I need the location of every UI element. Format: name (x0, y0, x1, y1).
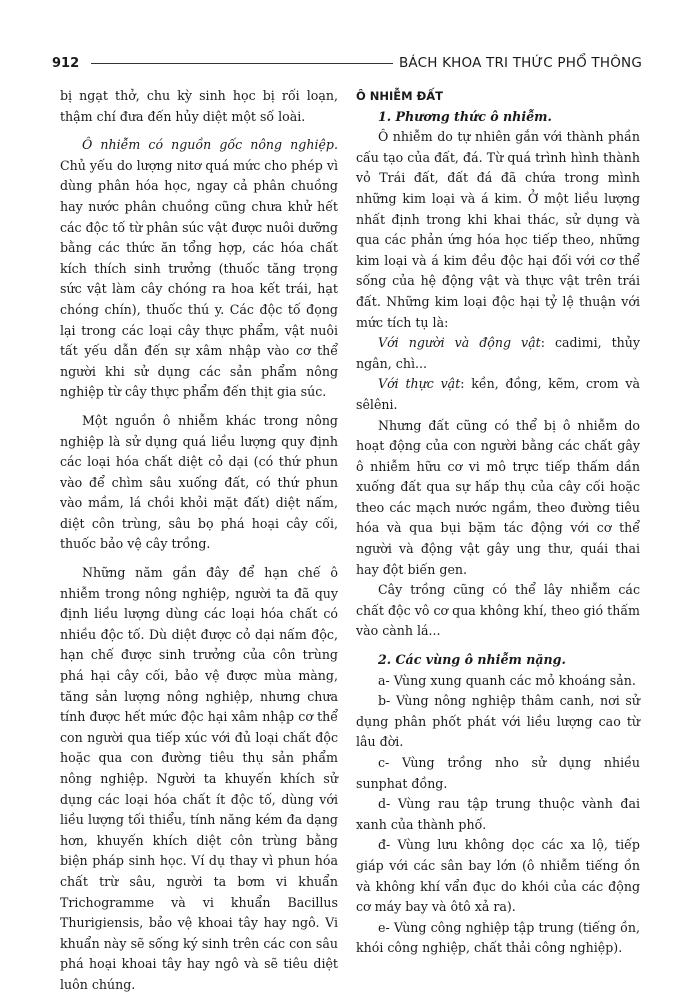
paragraph (356, 374, 640, 415)
list-item: đ- Vùng lưu không dọc các xa lộ, tiếp giáp với các sân bay lớn (ô nhiễm tiếng ồn và không khí vẩn đục do khói của các động cơ máy bay và ôtô xả ra). (356, 837, 640, 915)
paragraph-body: : kền, đồng, kẽm, crom và sêlêni. (356, 376, 640, 412)
paragraph: Nhưng đất cũng có thể bị ô nhiễm do hoạt động của con người bằng các chất gây ô nhiễm hữu cơ vi mô trực tiếp thấm dần xuống đất qua sự hấp thụ của cây cối hoặc theo các mạch nước ngầm, theo đường tiêu hóa và qua bụi bặm tác động với cơ thể người và động vật gây ung thư, quái thai hay đột biến gen. (356, 417, 640, 577)
paragraph: Một nguồn ô nhiễm khác trong nông nghiệp là sử dụng quá liều lượng quy định các loại hóa chất diệt cỏ dại (có thứ phun vào để chìm sâu xuống đất, có thứ phun vào mầm, lá chồi khỏi mặt đất) diệt nấm, diệt côn trùng, sâu bọ phá hoại cây cối, thuốc bảo vệ cây trồng. (60, 412, 338, 552)
subsection-title: 1. Phương thức ô nhiễm. (378, 108, 552, 124)
paragraph-body: Chủ yếu do lượng nitơ quá mức cho phép vì dùng phân hóa học, ngay cả phân chuồng hay nước phân chuồng cũng chưa khử hết các độc tố từ phân súc vật được nuôi dưỡng bằng các thức ăn tổng hợp, các hóa chất kích thích sinh trưởng (thuốc tăng trọng sức vật làm cây chóng ra hoa kết trái, hạt chóng chín), thuốc thú y. Các độc tố đọng lại trong các loại cây thực phẩm, vật nuôi tất yếu dẫn đến sự xâm nhập vào cơ thể người khi sử dụng các sản phẩm nông nghiệp từ cây thực phẩm đến thịt gia súc. (60, 157, 338, 400)
right-column (356, 86, 640, 959)
paragraph-lead: Ô nhiễm có nguồn gốc nông nghiệp. (82, 137, 338, 153)
header-rule (91, 63, 393, 64)
paragraph-lead: Với người và động vật (378, 335, 541, 351)
page-number: 912 (52, 55, 80, 71)
list-item: a- Vùng xung quanh các mỏ khoáng sản. (378, 672, 636, 688)
paragraph: Những năm gần đây để hạn chế ô nhiễm trong nông nghiệp, người ta đã quy định liều lượng dùng các loại hóa chất có nhiều độc tố. Dù diệt được cỏ dại nấm độc, hạn chế được sinh trưởng của côn trùng phá hại cây cối, bảo vệ được mùa màng, tăng sản lượng nông nghiệp, nhưng chưa tính được hết mức độc hại xâm nhập cơ thể con người qua tiếp xúc với đủ loại chất độc hoặc qua con đường tiêu thụ sản phẩm nông nghiệp. Người ta khuyến khích sử dụng các loại hóa chất ít độc tố, dùng với liều lượng tối thiểu, tính năng kém đa dạng hơn, khuyến khích diệt côn trùng bằng biện pháp sinh học. Ví dụ thay vì phun hóa chất trừ sâu, người ta bơm vi khuẩn Trichogramme và vi khuẩn Bacillus Thurigiensis, bảo vệ khoai tây hay ngô. Vi khuẩn này sẽ sống ký sinh trên các con sâu phá hoại khoai tây hay ngô và sẽ tiêu diệt luôn chúng. (60, 565, 338, 992)
page-header (52, 50, 642, 76)
paragraph (60, 135, 338, 403)
paragraph: Ô nhiễm do tự nhiên gắn với thành phần cấu tạo của đất, đá. Từ quá trình hình thành vỏ Trái đất, đất đá đã chứa trong mình những kim loại và á kim. Ở một liều lượng nhất định trong khi khai thác, sử dụng và qua các phản ứng hóa học tiếp theo, những kim loại và á kim đều độc hại đối với cơ thể sống của hệ động vật và thực vật trên trái đất. Những kim loại độc hại tỷ lệ thuận với mức tích tụ là: (356, 129, 640, 330)
paragraph: Cây trồng cũng có thể lây nhiễm các chất độc vô cơ qua không khí, theo gió thấm vào cành lá... (356, 582, 640, 639)
running-title: BÁCH KHOA TRI THỨC PHỔ THÔNG (398, 55, 642, 71)
list-item: d- Vùng rau tập trung thuộc vành đai xanh của thành phố. (356, 796, 640, 832)
paragraph: bị ngạt thở, chu kỳ sinh học bị rối loạn, thậm chí đưa đến hủy diệt một số loài. (60, 88, 338, 124)
section-title: Ô NHIỄM ĐẤT (356, 89, 443, 103)
list-item: c- Vùng trồng nho sử dụng nhiều sunphat đồng. (356, 755, 640, 791)
left-column (60, 86, 338, 996)
paragraph-body: : cadimi, thủy ngân, chì... (356, 335, 640, 371)
list-item: b- Vùng nông nghiệp thâm canh, nơi sử dụng phân phốt phát với liều lượng cao từ lâu đời. (356, 693, 640, 750)
list-item: e- Vùng công nghiệp tập trung (tiếng ồn, khói công nghiệp, chất thải công nghiệp). (356, 919, 640, 956)
paragraph (356, 333, 640, 374)
paragraph-lead: Với thực vật (378, 376, 461, 392)
subsection-title: 2. Các vùng ô nhiễm nặng. (378, 652, 566, 668)
